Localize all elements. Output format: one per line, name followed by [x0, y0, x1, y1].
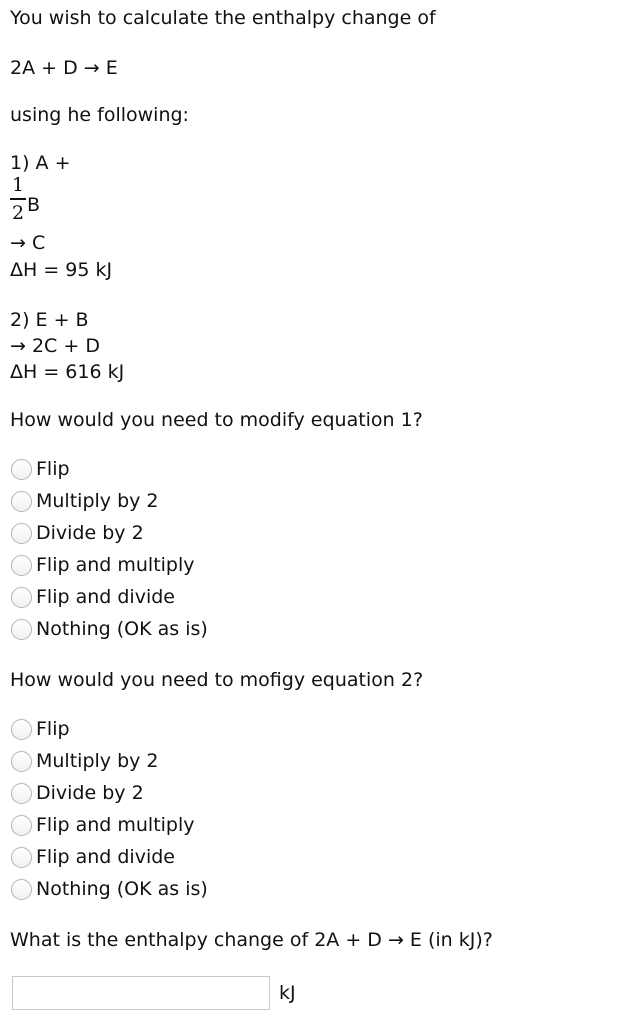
option-label: Nothing (OK as is) — [36, 878, 208, 900]
q2-option-multiply[interactable] — [11, 746, 159, 776]
equation2-line2: → 2C + D — [10, 335, 100, 357]
intro-text: You wish to calculate the enthalpy change of — [10, 7, 436, 29]
option-label: Flip and divide — [36, 586, 175, 608]
option-label: Multiply by 2 — [36, 750, 159, 772]
option-label: Flip and divide — [36, 846, 175, 868]
fraction-denominator: 2 — [11, 201, 25, 224]
q2-option-flip[interactable] — [11, 714, 70, 744]
equation2-line1: 2) E + B — [10, 309, 89, 331]
using-text: using he following: — [10, 104, 189, 126]
q1-option-flip-divide[interactable] — [11, 582, 175, 612]
radio-button[interactable] — [11, 555, 32, 576]
fraction-one-half — [10, 174, 26, 224]
radio-button[interactable] — [11, 783, 32, 804]
option-label: Flip — [36, 458, 70, 480]
question1-text: How would you need to modify equation 1? — [10, 409, 423, 431]
option-label: Flip — [36, 718, 70, 740]
radio-button[interactable] — [11, 491, 32, 512]
q1-option-flip[interactable] — [11, 454, 70, 484]
q1-option-divide[interactable] — [11, 518, 144, 548]
radio-button[interactable] — [11, 847, 32, 868]
radio-button[interactable] — [11, 523, 32, 544]
q2-option-flip-divide[interactable] — [11, 842, 175, 872]
q2-option-flip-multiply[interactable] — [11, 810, 195, 840]
equation2-dh: ΔH = 616 kJ — [10, 361, 125, 383]
option-label: Flip and multiply — [36, 554, 195, 576]
fraction-numerator: 1 — [11, 174, 25, 196]
unit-label: kJ — [279, 982, 296, 1004]
option-label: Flip and multiply — [36, 814, 195, 836]
equation1-dh: ΔH = 95 kJ — [10, 259, 113, 281]
equation1-line1: 1) A + — [10, 152, 71, 174]
option-label: Divide by 2 — [36, 782, 144, 804]
radio-button[interactable] — [11, 619, 32, 640]
question3-text: What is the enthalpy change of 2A + D → E (in kJ)? — [10, 929, 493, 951]
radio-button[interactable] — [11, 587, 32, 608]
fraction-bar — [10, 198, 26, 200]
equation1-line3: → C — [10, 232, 46, 254]
q2-option-nothing[interactable] — [11, 874, 208, 904]
radio-button[interactable] — [11, 815, 32, 836]
option-label: Multiply by 2 — [36, 490, 159, 512]
target-reaction: 2A + D → E — [10, 57, 118, 79]
option-label: Nothing (OK as is) — [36, 618, 208, 640]
radio-button[interactable] — [11, 719, 32, 740]
enthalpy-answer-input[interactable] — [12, 976, 270, 1010]
equation1-variable: B — [27, 194, 41, 216]
q1-option-multiply[interactable] — [11, 486, 159, 516]
q1-option-flip-multiply[interactable] — [11, 550, 195, 580]
q1-option-nothing[interactable] — [11, 614, 208, 644]
q2-option-divide[interactable] — [11, 778, 144, 808]
option-label: Divide by 2 — [36, 522, 144, 544]
radio-button[interactable] — [11, 459, 32, 480]
radio-button[interactable] — [11, 879, 32, 900]
radio-button[interactable] — [11, 751, 32, 772]
question2-text: How would you need to mofigy equation 2? — [10, 669, 424, 691]
